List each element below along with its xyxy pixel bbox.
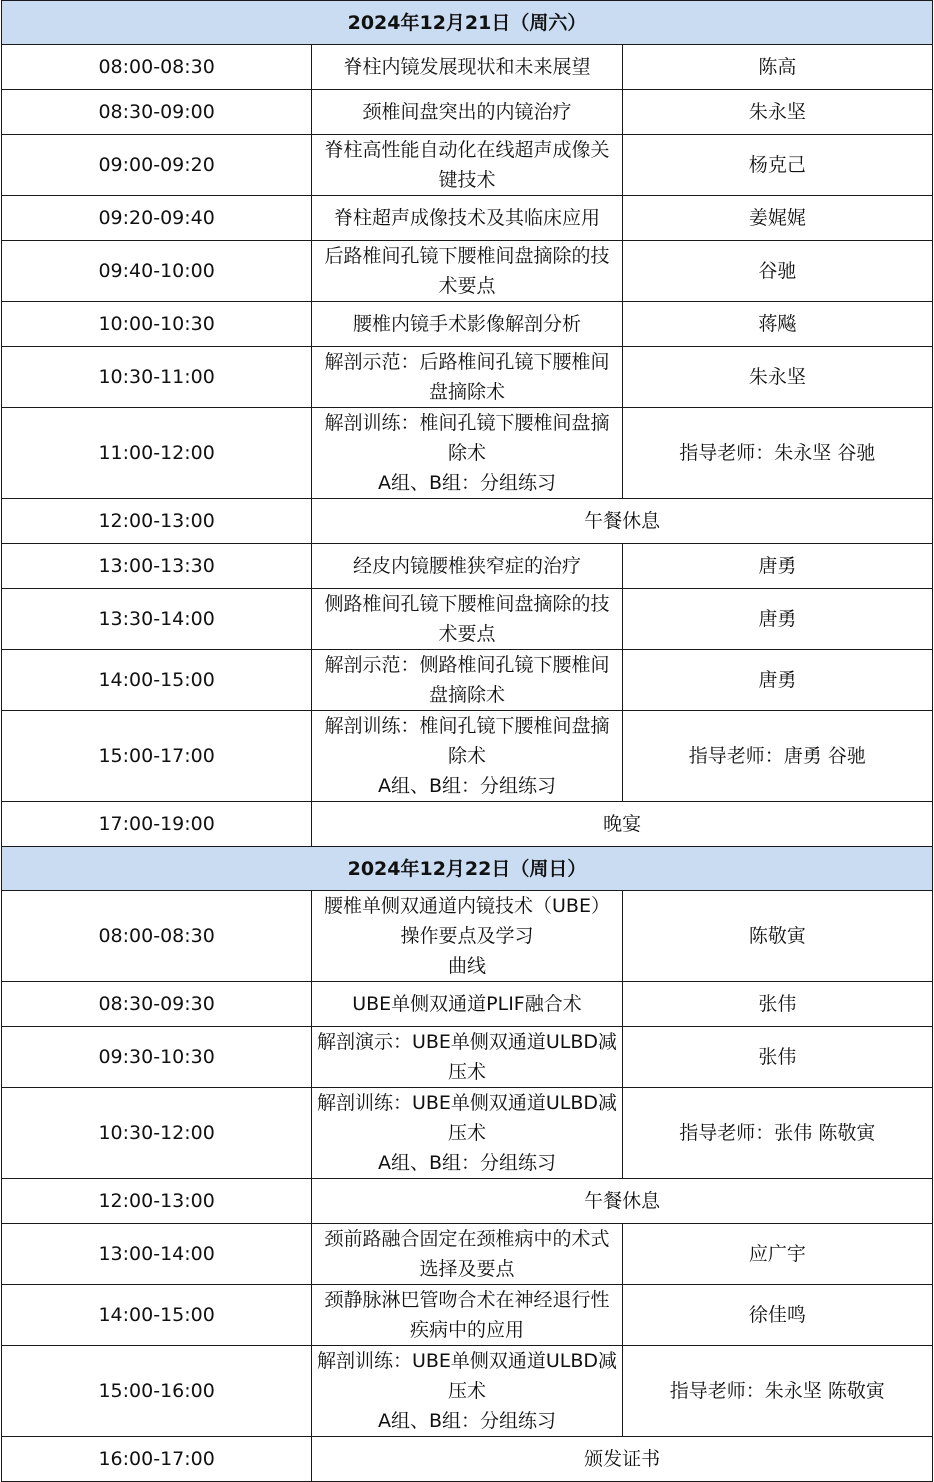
schedule-row — [2, 45, 933, 90]
topic-line: 腰椎单侧双通道内镜技术（UBE）操作要点及学习 — [324, 895, 610, 947]
schedule-row — [2, 302, 933, 347]
schedule-row — [2, 1088, 933, 1179]
speaker-cell: 陈敬寅 — [622, 891, 932, 982]
schedule-row — [2, 802, 933, 847]
topic-line: 脊柱内镜发展现状和未来展望 — [343, 56, 591, 78]
speaker-cell: 张伟 — [622, 1027, 932, 1088]
time-cell: 16:00-17:00 — [2, 1437, 312, 1482]
time-cell: 08:30-09:30 — [2, 982, 312, 1027]
time-cell: 09:30-10:30 — [2, 1027, 312, 1088]
speaker-cell: 指导老师：朱永坚 陈敬寅 — [622, 1346, 932, 1437]
schedule-row — [2, 408, 933, 499]
topic-line: 颈静脉淋巴管吻合术在神经退行性疾病中的应用 — [324, 1289, 610, 1341]
time-cell: 12:00-13:00 — [2, 1179, 312, 1224]
speaker-cell: 应广宇 — [622, 1224, 932, 1285]
time-cell: 15:00-17:00 — [2, 711, 312, 802]
schedule-row — [2, 1437, 933, 1482]
topic-line: 后路椎间孔镜下腰椎间盘摘除的技术要点 — [324, 245, 610, 297]
topic-cell — [312, 711, 622, 802]
topic-line: 脊柱超声成像技术及其临床应用 — [333, 207, 600, 229]
topic-line: UBE单侧双通道PLIF融合术 — [352, 993, 582, 1015]
schedule-body — [2, 1, 933, 1482]
topic-line: 午餐休息 — [584, 510, 661, 532]
topic-cell — [312, 408, 622, 499]
time-cell: 10:30-11:00 — [2, 347, 312, 408]
topic-line: A组、B组：分组练习 — [377, 775, 557, 797]
topic-cell — [312, 302, 622, 347]
time-cell: 12:00-13:00 — [2, 499, 312, 544]
time-cell: 10:30-12:00 — [2, 1088, 312, 1179]
day-header-row — [2, 1, 933, 45]
break-cell — [312, 1437, 933, 1482]
time-cell: 09:20-09:40 — [2, 196, 312, 241]
topic-line: A组、B组：分组练习 — [377, 1410, 557, 1432]
time-cell: 13:00-13:30 — [2, 544, 312, 589]
day-header: 2024年12月22日（周日） — [2, 847, 933, 891]
topic-line: 颈前路融合固定在颈椎病中的术式选择及要点 — [324, 1228, 610, 1280]
schedule-row — [2, 135, 933, 196]
schedule-row — [2, 891, 933, 982]
topic-cell — [312, 982, 622, 1027]
day-header: 2024年12月21日（周六） — [2, 1, 933, 45]
topic-cell — [312, 1224, 622, 1285]
break-cell — [312, 1179, 933, 1224]
topic-line: 解剖训练：UBE单侧双通道ULBD减压术 — [316, 1092, 618, 1144]
speaker-cell: 朱永坚 — [622, 347, 932, 408]
schedule-row — [2, 196, 933, 241]
topic-cell — [312, 90, 622, 135]
topic-line: 晚宴 — [603, 813, 642, 835]
schedule-row — [2, 1224, 933, 1285]
day-header-row — [2, 847, 933, 891]
speaker-cell: 陈高 — [622, 45, 932, 90]
topic-cell — [312, 347, 622, 408]
schedule-table — [1, 0, 933, 1482]
schedule-row — [2, 1027, 933, 1088]
break-cell — [312, 499, 933, 544]
speaker-cell: 唐勇 — [622, 544, 932, 589]
topic-line: A组、B组：分组练习 — [377, 472, 557, 494]
time-cell: 13:30-14:00 — [2, 589, 312, 650]
topic-line: 颁发证书 — [584, 1448, 661, 1470]
topic-cell — [312, 1346, 622, 1437]
speaker-cell: 唐勇 — [622, 589, 932, 650]
topic-cell — [312, 196, 622, 241]
schedule-row — [2, 499, 933, 544]
schedule-row — [2, 1346, 933, 1437]
speaker-cell: 蒋飚 — [622, 302, 932, 347]
topic-line: 腰椎内镜手术影像解剖分析 — [352, 313, 581, 335]
topic-line: 午餐休息 — [584, 1190, 661, 1212]
time-cell: 15:00-16:00 — [2, 1346, 312, 1437]
speaker-cell: 张伟 — [622, 982, 932, 1027]
time-cell: 09:40-10:00 — [2, 241, 312, 302]
schedule-row — [2, 241, 933, 302]
time-cell: 13:00-14:00 — [2, 1224, 312, 1285]
schedule-row — [2, 1285, 933, 1346]
time-cell: 09:00-09:20 — [2, 135, 312, 196]
speaker-cell: 谷驰 — [622, 241, 932, 302]
topic-cell — [312, 589, 622, 650]
topic-line: 经皮内镜腰椎狭窄症的治疗 — [352, 555, 581, 577]
topic-line: 解剖训练：椎间孔镜下腰椎间盘摘除术 — [324, 715, 610, 767]
topic-line: 解剖示范：后路椎间孔镜下腰椎间盘摘除术 — [324, 351, 610, 403]
time-cell: 17:00-19:00 — [2, 802, 312, 847]
topic-cell — [312, 1088, 622, 1179]
topic-line: 颈椎间盘突出的内镜治疗 — [362, 101, 572, 123]
time-cell: 14:00-15:00 — [2, 1285, 312, 1346]
topic-line: 曲线 — [447, 955, 486, 977]
topic-cell — [312, 45, 622, 90]
topic-line: A组、B组：分组练习 — [377, 1152, 557, 1174]
topic-cell — [312, 544, 622, 589]
speaker-cell: 指导老师：张伟 陈敬寅 — [622, 1088, 932, 1179]
topic-cell — [312, 135, 622, 196]
speaker-cell: 唐勇 — [622, 650, 932, 711]
speaker-cell: 指导老师：唐勇 谷驰 — [622, 711, 932, 802]
speaker-cell: 杨克己 — [622, 135, 932, 196]
time-cell: 08:30-09:00 — [2, 90, 312, 135]
topic-line: 侧路椎间孔镜下腰椎间盘摘除的技术要点 — [324, 593, 610, 645]
topic-cell — [312, 891, 622, 982]
topic-line: 解剖训练：UBE单侧双通道ULBD减压术 — [316, 1350, 618, 1402]
topic-line: 解剖演示：UBE单侧双通道ULBD减压术 — [316, 1031, 618, 1083]
speaker-cell: 徐佳鸣 — [622, 1285, 932, 1346]
schedule-row — [2, 982, 933, 1027]
time-cell: 11:00-12:00 — [2, 408, 312, 499]
topic-cell — [312, 1285, 622, 1346]
topic-line: 解剖示范：侧路椎间孔镜下腰椎间盘摘除术 — [324, 654, 610, 706]
schedule-row — [2, 544, 933, 589]
schedule-row — [2, 90, 933, 135]
time-cell: 08:00-08:30 — [2, 891, 312, 982]
time-cell: 14:00-15:00 — [2, 650, 312, 711]
schedule-row — [2, 1179, 933, 1224]
time-cell: 08:00-08:30 — [2, 45, 312, 90]
schedule-row — [2, 650, 933, 711]
topic-cell — [312, 241, 622, 302]
topic-line: 脊柱高性能自动化在线超声成像关键技术 — [324, 139, 610, 191]
topic-cell — [312, 650, 622, 711]
speaker-cell: 朱永坚 — [622, 90, 932, 135]
break-cell — [312, 802, 933, 847]
topic-cell — [312, 1027, 622, 1088]
schedule-row — [2, 347, 933, 408]
speaker-cell: 指导老师：朱永坚 谷驰 — [622, 408, 932, 499]
schedule-row — [2, 711, 933, 802]
time-cell: 10:00-10:30 — [2, 302, 312, 347]
speaker-cell: 姜娓娓 — [622, 196, 932, 241]
topic-line: 解剖训练：椎间孔镜下腰椎间盘摘除术 — [324, 412, 610, 464]
schedule-row — [2, 589, 933, 650]
